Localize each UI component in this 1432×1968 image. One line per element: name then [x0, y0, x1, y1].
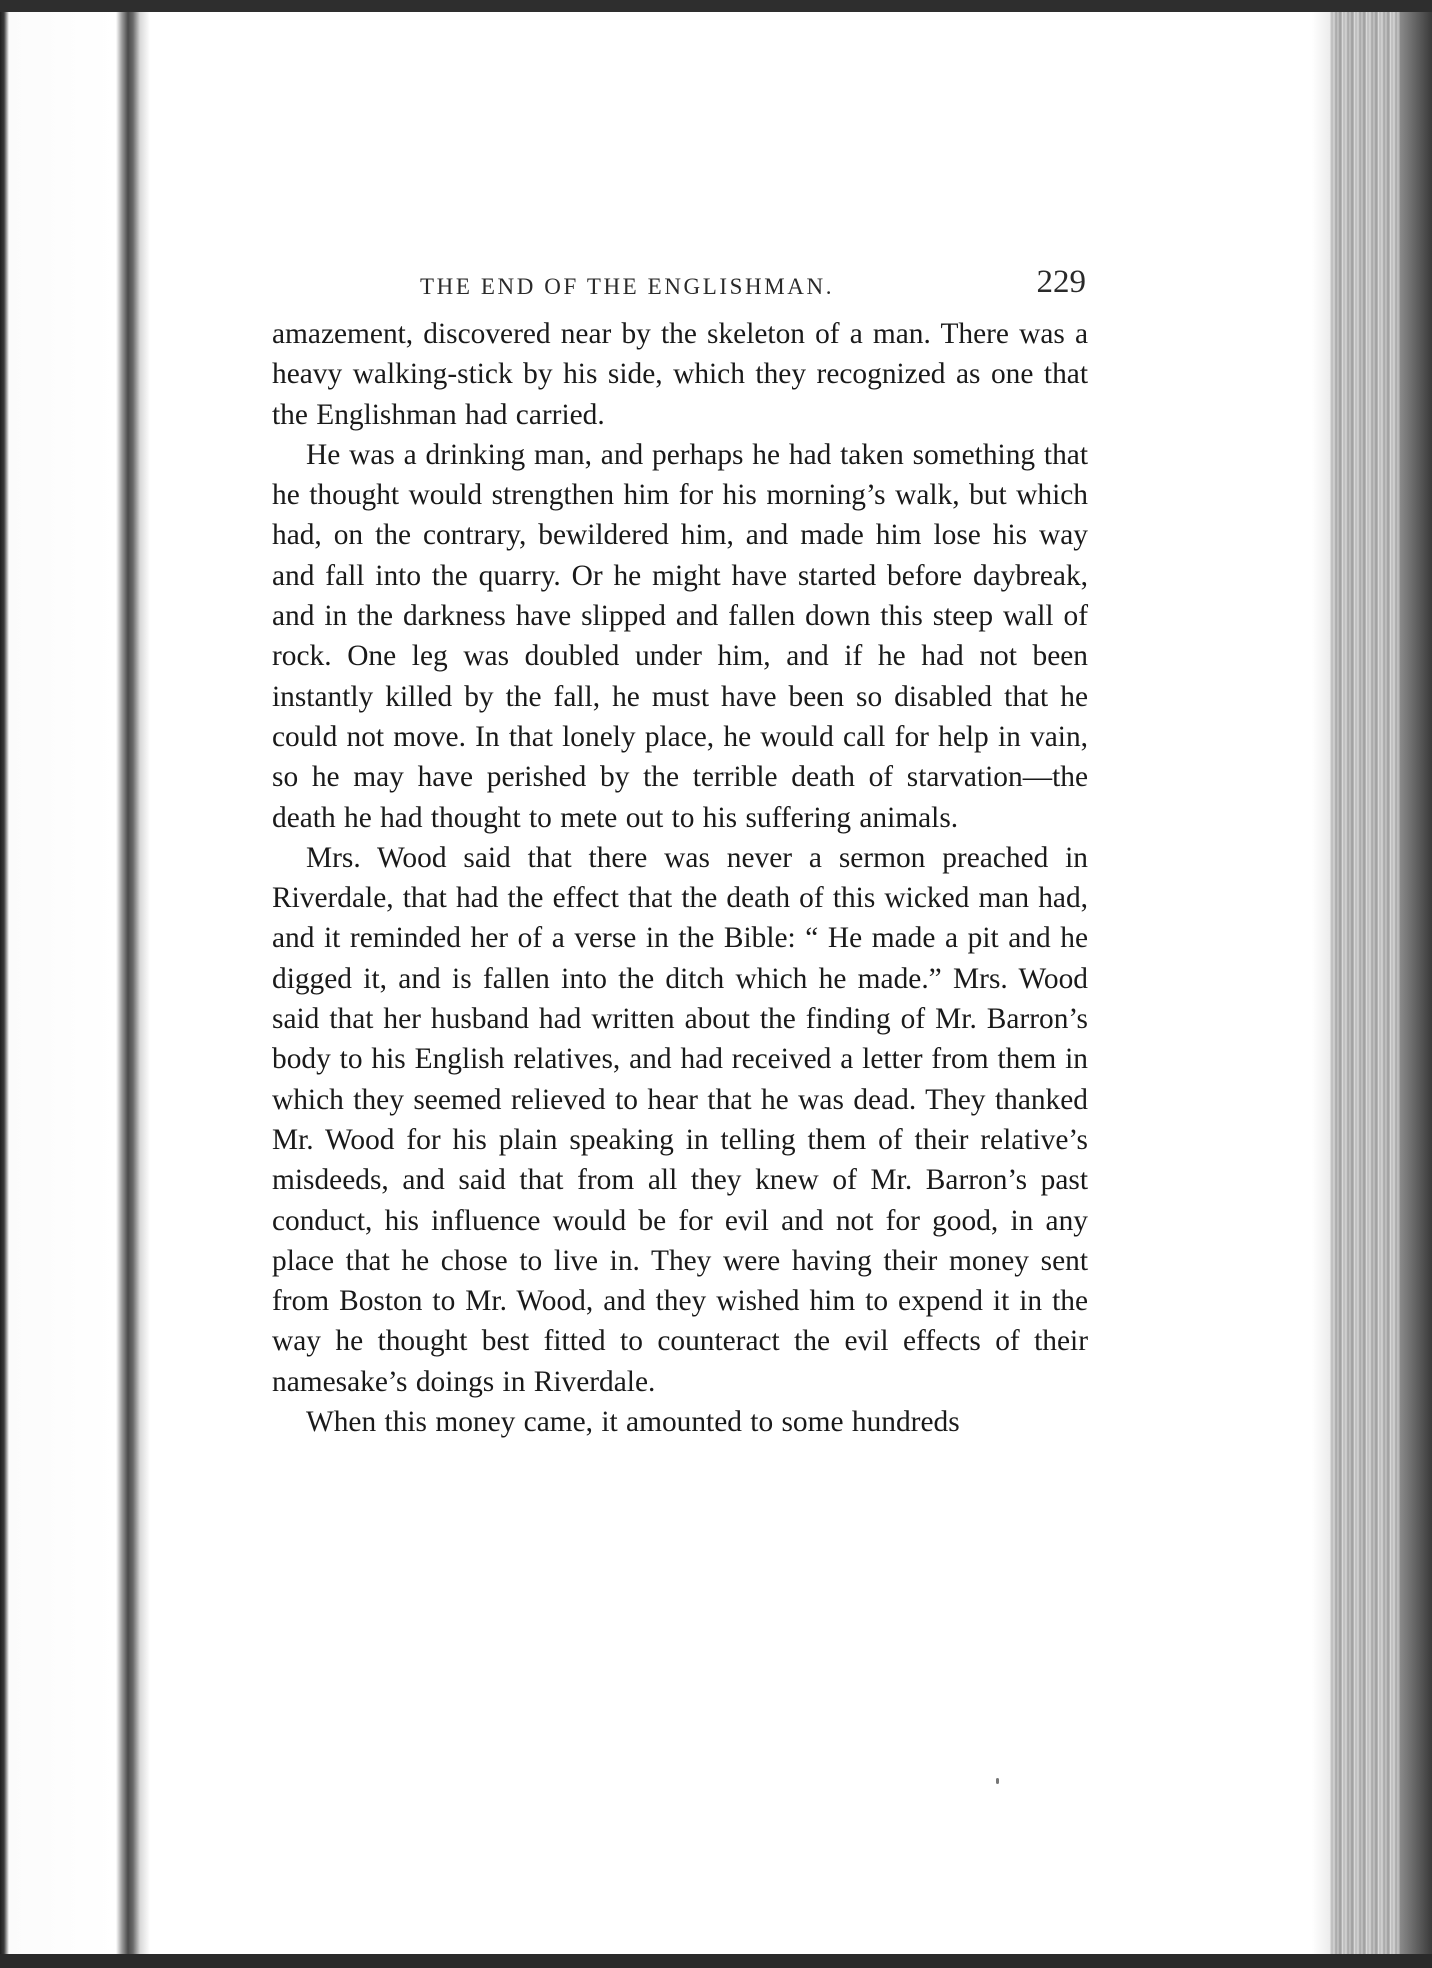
paragraph-1: amazement, discovered near by the skeleton of a man. There was a heavy walking-stick by his side, which they recognized as one that the Englishman had carried. [272, 318, 1088, 431]
scan-bottom-border [0, 1954, 1432, 1968]
page-edges [1330, 12, 1432, 1954]
running-head-title: THE END OF THE ENGLISHMAN. [420, 274, 835, 299]
paragraph-3: Mrs. Wood said that there was never a sermon preached in Riverdale, that had the effect that the death of this wicked man had, and it reminded her of a verse in the Bible: “ He made a pit and he digged it, and is fallen into the ditch which he made.” Mrs. Wood said that her husband had written about the finding of Mr. Barron’s body to his English relatives, and had received a letter from them in which they seemed relieved to hear that he was dead. They thanked Mr. Wood for his plain speaking in telling them of their relative’s misdeeds, and said that from all they knew of Mr. Barron’s past conduct, his influence would be for evil and not for good, in any place that he chose to live in. They were having their money sent from Boston to Mr. Wood, and they wished him to expend it in the way he thought best fitted to counteract the evil effects of their namesake’s doings in Riverdale. [272, 841, 1088, 1398]
scan-top-border [0, 0, 1432, 12]
page-number: 229 [1036, 264, 1086, 300]
paragraph-2: He was a drinking man, and perhaps he had taken something that he thought would strengthen him for his morning’s walk, but which had, on the contrary, bewildered him, and made him lose his way and fall into the quarry. Or he might have started before daybreak, and in the darkness have slipped and fallen down this steep wall of rock. One leg was doubled under him, and if he had not been instantly killed by the fall, he must have been so disabled that he could not move. In that lonely place, he would call for help in vain, so he may have perished by the terrible death of starvation—the death he had thought to mete out to his suffering animals. [272, 438, 1088, 834]
text-block [272, 264, 1088, 1442]
running-head [272, 264, 1088, 314]
paper-speck [996, 1778, 999, 1784]
page-outer-margin [1312, 12, 1330, 1954]
paragraph-4: When this money came, it amounted to some hundreds [306, 1406, 960, 1439]
book-spine-shadow [0, 12, 150, 1954]
